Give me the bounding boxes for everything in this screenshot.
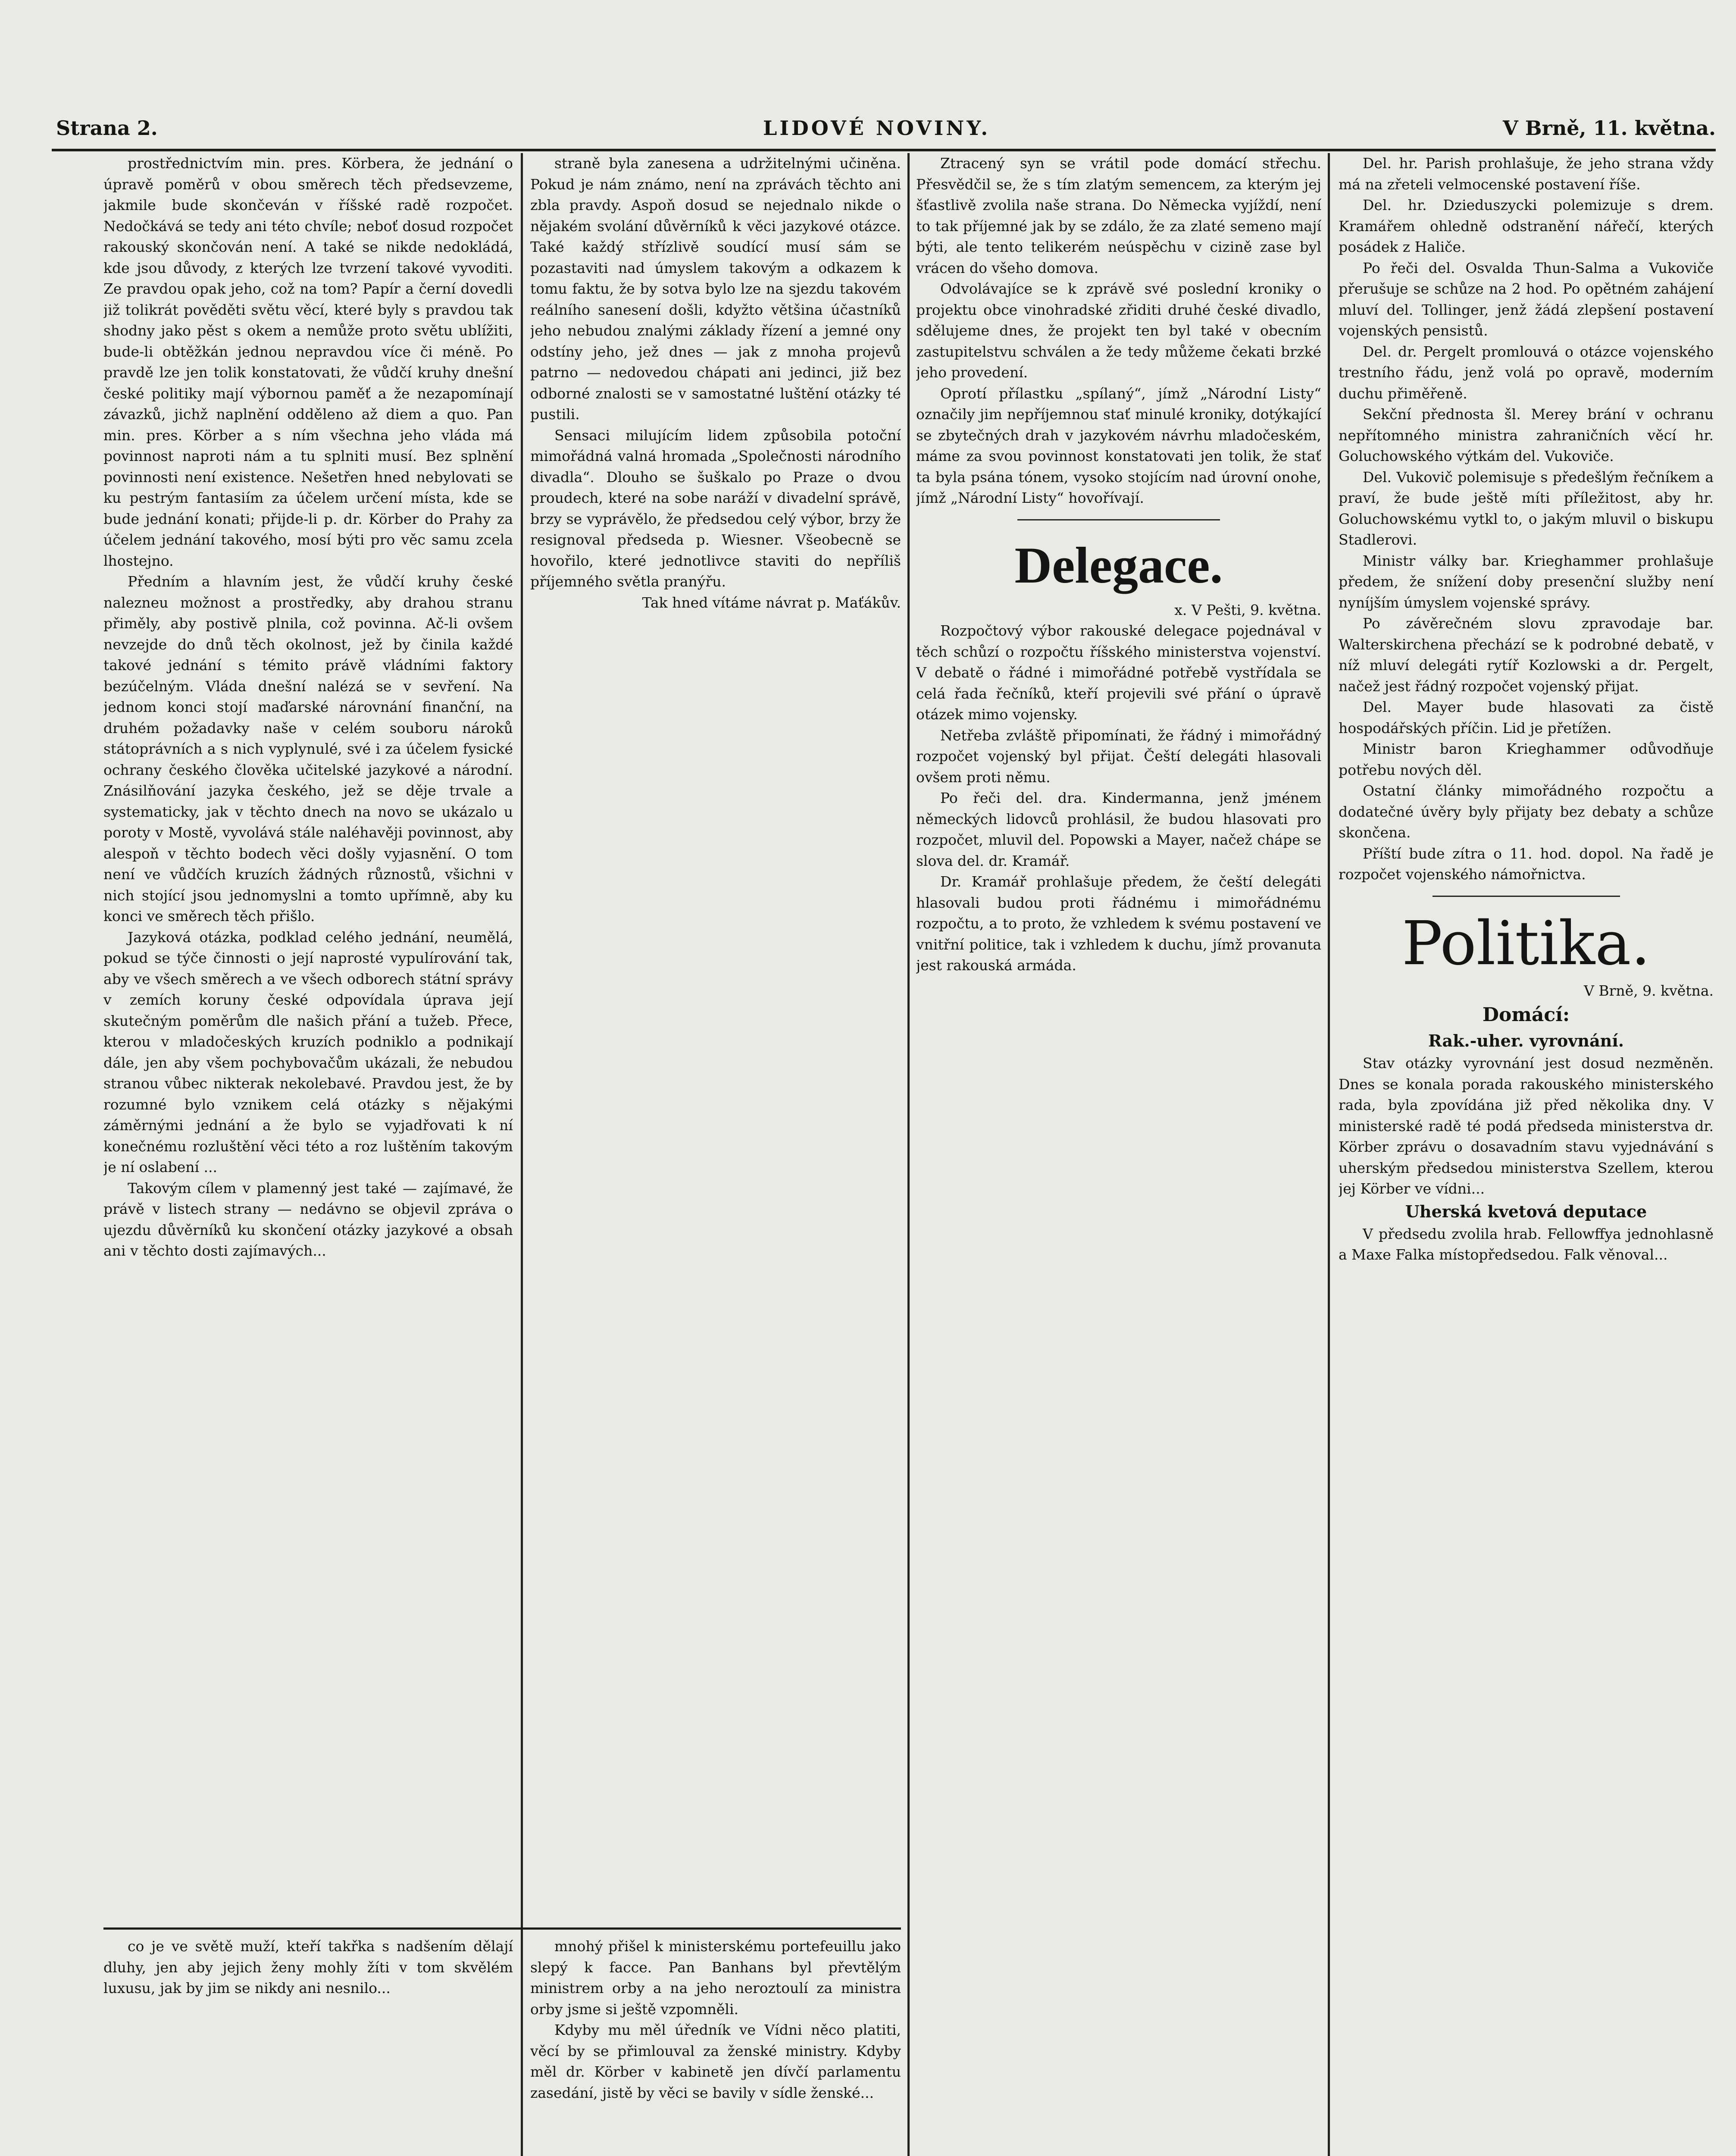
column-rule xyxy=(907,153,910,2156)
column-3 xyxy=(916,153,1321,2156)
article-paragraph: V předsedu zvolila hrab. Fellowffya jednohlasně a Maxe Falka místopředsedou. Falk věnoval... xyxy=(1339,1225,1714,1263)
article-paragraph: co je ve světě muží, kteří takřka s nadšením dělají dluhy, jen aby jejich ženy mohly žíti v tom skvělém luxusu, jak by jim se nikdy ani nesnilo... xyxy=(103,1938,513,1996)
issue-date: V Brně, 11. května. xyxy=(1503,116,1716,140)
article-paragraph: Odvolávajíce se k zprávě své poslední kroniky o projektu obce vinohradské zřiditi druhé české divadlo, sdělujeme dnes, že projekt ten byl také v obecním zastupitelstvu schválen a že tedy můžeme čekati brzké jeho provedení. xyxy=(916,280,1321,381)
article-paragraph: Předním a hlavním jest, že vůdčí kruhy české nalezneu možnost a prostředky, aby drahou stranu přiměly, aby postivě plnila, což povinna. Ač-li ovšem nevzejde do dnů těch okolnost, jež by činila každé takové jednání s témito právě vládními faktory bezúčelným. Vláda dnešní nalézá se v sevření. Na jednom konci stojí maďarské nárovnání finanční, na druhém požadavky naše v celém souboru nároků státoprávních a s nich vyplynulé, své i za účelem fysické ochrany českého člověka učitelské jazykové a národní. Znásilňování jazyka českého, jež se děje trvale a systematicky, jak v těchto dnech na novo se ukázalo u poroty v Mostě, vyvolává stále naléhavěji povinnost, aby alespoň v těchto bodech věci došly vyjasnění. O tom není ve vůdčích kruzích žádných různostů, všichni v nich stojící jsou jednomyslni a tomto upřímně, aby ku konci ve směrech těch přišlo. xyxy=(103,573,513,924)
article-paragraph: Příští bude zítra o 11. hod. dopol. Na řadě je rozpočet vojenského námořnictva. xyxy=(1339,845,1714,883)
column-1-upper xyxy=(103,153,513,1921)
section-heading-delegace: Delegace. xyxy=(1014,536,1223,594)
article-paragraph: Takovým cílem v plamenný jest také — zajímavé, že právě v listech strany — nedávno se objevil zpráva o ujezdu důvěrníků ku skončení otázky jazykové a obsah ani v těchto dosti zajímavých... xyxy=(103,1179,513,1259)
article-paragraph: Del. Vukovič polemisuje s předešlým řečníkem a praví, že bude ještě míti příležitost, aby hr. Goluchowskému vytkl to, o jakým mluvil o biskupu Stadlerovi. xyxy=(1339,468,1714,548)
article-paragraph: prostřednictvím min. pres. Körbera, že jednání o úpravě poměrů v obou směrech těch předsevzeme, jakmile bude skončeván v říšské radě rozpočet. Nedočkává se tedy ani této chvíle; neboť dosud rozpočet rakouský skončován není. A také se nikde nedokládá, kde jsou důvody, z kterých lze tvrzení takové vyvoditi. Ze pravdou opak jeho, což na tom? Papír a černí dovedli již tolikrát pověděti světu věcí, které byly s pravdou tak shodny jako pěst s okem a nemůže proto světu ublížiti, bude-li obtěžkán jednou nepravdou více či méně. Po pravdě lze jen tolik konstatovati, že vůdčí kruhy dnešní české politiky mají výbornou paměť a že nezapomínají závazků, jichž naplnění odděleno až diem a quo. Pan min. pres. Körber a s ním všechna jeho vláda má povinnost naproti nám a tu splniti musí. Bez splnění povinnosti není existence. Nešetřen hned nebylovati se ku pestrým fantasiím za účelem určení místa, kde se bude jednání konati; přijde-li p. dr. Körber do Prahy za účelem jednání takového, mosí býti pro věc samu zcela lhostejno. xyxy=(103,155,513,569)
article-paragraph: Po řeči del. Osvalda Thun-Salma a Vukoviče přerušuje se schůze na 2 hod. Po opětném zahájení mluví del. Tollinger, jenž žádá zlepšení postavení vojenských pensistů. xyxy=(1339,259,1714,339)
column-2-lower xyxy=(530,1936,901,2156)
article-paragraph: Del. Mayer bude hlasovati za čistě hospodářských příčin. Lid je přetížen. xyxy=(1339,699,1714,736)
dateline: x. V Pešti, 9. května. xyxy=(1174,601,1321,618)
subheading-deputace: Uherská kvetová deputace xyxy=(1405,1201,1647,1221)
masthead-rule xyxy=(52,149,1716,151)
masthead xyxy=(52,108,1716,147)
article-paragraph: Sekční přednosta šl. Merey brání v ochranu nepřítomného ministra zahraničních věcí hr. Goluchowského výtkám del. Vukoviče. xyxy=(1339,406,1714,464)
column-rule xyxy=(521,153,523,2156)
subheading-domaci: Domácí: xyxy=(1482,1004,1570,1026)
article-paragraph: Po řeči del. dra. Kindermanna, jenž jménem německých lidovců prohlásil, že budou hlasovati pro rozpočet, mluvil del. Popowski a Mayer, načež chápe se slova del. dr. Kramář. xyxy=(916,790,1321,869)
article-paragraph: Stav otázky vyrovnání jest dosud nezměněn. Dnes se konala porada rakouského ministerského rada, byla zpovídána již před několika dny. V ministerské radě té podá předseda ministerstva dr. Körber zprávu o dosavadním stavu vyjednávání s uherským předsedou ministerstva Szellem, kterou jej Körber ve vídni... xyxy=(1339,1055,1714,1197)
article-paragraph: Del. hr. Parish prohlašuje, že jeho strana vždy má na zřeteli velmocenské postavení říše. xyxy=(1339,155,1714,193)
dateline: V Brně, 9. května. xyxy=(1584,982,1714,999)
article-paragraph: Kdyby mu měl úředník ve Vídni něco platiti, věcí by se přimlouval za ženské ministry. Kdyby měl dr. Körber v kabinetě jen dívčí parlamentu zasedání, jistě by věci se bavily v sídle ženské... xyxy=(530,2021,901,2101)
section-divider xyxy=(1433,896,1620,897)
page-number: Strana 2. xyxy=(56,116,158,140)
newspaper-title: LIDOVÉ NOVINY. xyxy=(763,116,991,140)
article-paragraph: Oprotí přílastku „spílaný“, jímž „Národní Listy“ označily jim nepříjemnou stať minulé kroniky, dotýkající se zbytečných drah v jazykovém návrhu mladočeském, máme za svou povinnost konstatovati jen tolik, že stať ta byla psána tónem, vysoko stojícím nad úrovní onohe, jímž „Národní Listy“ hovořívají. xyxy=(916,385,1321,506)
article-paragraph: Jazyková otázka, podklad celého jednání, neumělá, pokud se týče činnosti o její naprosté vypulírování tak, aby ve všech směrech a ve všech odborech státní správy v zemích koruny české odpovídala úprava její skutečným poměrům dle našich přání a tužeb. Přece, kterou v mladočeských kruzích podniklo a podnikají dále, jen aby všem pochybovačům ukázali, že nebudou stranou vůbec nikterak nekolebavé. Pravdou jest, že by rozumné bylo vznikem celá otázky s nějakými záměrnými jednání a že bylo se vyjadřovati k ní konečnému rozluštění věci této a roz luštěním takovým je ní oslabení ... xyxy=(103,928,513,1175)
article-paragraph: Del. hr. Dzieduszycki polemizuje s drem. Kramářem ohledně odstranění nářečí, kterých posádek z Haliče. xyxy=(1339,197,1714,255)
article-paragraph: Ostatní články mimořádného rozpočtu a dodatečné úvěry byly přijaty bez debaty a schůze skončena. xyxy=(1339,782,1714,841)
article-paragraph: Po závěrečném slovu zpravodaje bar. Walterskirchena přechází se k podrobné debatě, v níž mluví delegáti rytíř Kozlowski a dr. Pergelt, načež jest řádný rozpočet vojenský přijat. xyxy=(1339,615,1714,695)
column-rule xyxy=(1328,153,1330,2156)
article-paragraph: Ztracený syn se vrátil pode domácí střechu. Přesvědčil se, že s tím zlatým semencem, za kterým jej šťastlivě zvolila naše strana. Do Německa vyjíždí, není to tak příjemné jak by se zdálo, že za zlaté semeno mají býti, ale tento telikerém neúspěchu v cizině zase byl vrácen do všeho domova. xyxy=(916,155,1321,276)
article-paragraph: Rozpočtový výbor rakouské delegace pojednával v těch schůzí o rozpočtu říšského ministerstva vojenství. V debatě o řádné i mimořádné potřebě vystřídala se celá řada řečníků, kteří projevili své přání o úpravě otázek mimo vojensky. xyxy=(916,622,1321,723)
article-paragraph: mnohý přišel k ministerskému portefeuillu jako slepý k facce. Pan Banhans byl převtělým ministrem orby a na jeho neroztoulí za ministra orby jsme si ještě vzpomněli. xyxy=(530,1938,901,2018)
subheading-vyrovnani: Rak.-uher. vyrovnání. xyxy=(1428,1031,1624,1050)
section-heading-politika: Politika. xyxy=(1401,908,1651,979)
article-paragraph: Tak hned vítáme návrat p. Maťákův. xyxy=(642,594,901,611)
article-paragraph: Ministr baron Krieghammer odůvodňuje potřebu nových děl. xyxy=(1339,740,1714,778)
column-2-upper xyxy=(530,153,901,1921)
article-paragraph: Netřeba zvláště připomínati, že řádný i mimořádný rozpočet vojenský byl přijat. Čeští delegáti hlasovali ovšem proti němu. xyxy=(916,727,1321,786)
article-paragraph: Sensaci milujícím lidem způsobila potoční mimořádná valná hromada „Společnosti národního divadla“. Dlouho se šuškalo po Praze o dvou proudech, které na sobe naráží v divadelní správě, brzy se vyprávělo, že předsedou celý výbor, brzy že resignoval předseda p. Wiesner. Všeobecně se hovořilo, které jednotlivce staviti do nepříliš příjemného světla pranýřu. xyxy=(530,426,901,590)
feuilleton-rule xyxy=(103,1927,901,1930)
article-paragraph: straně byla zanesena a udržitelnými učiněna. Pokud je nám známo, není na zprávách těchto ani zbla pravdy. Aspoň dosud se nejednalo nikde o nějakém svolání důvěrníků k věci jazykové otázce. Také každý střízlivě soudící musí sám se pozastaviti nad úmyslem takovým a odkazem k tomu faktu, že by sotva bylo lze na sjezdu takovém reálního sanesení došli, kdyžto většina účastníků jeho nebudou znalými základy řízení a jemné ony odstíny jeho, jež dnes — jak z mnoha projevů patrno — nedovedou chápati ani jedinci, již bez odborné znalosti se v samostatné luštění otázky té pustili. xyxy=(530,155,901,423)
column-1-lower xyxy=(103,1936,513,2156)
article-paragraph: Dr. Kramář prohlašuje předem, že čeští delegáti hlasovali budou proti řádnému i mimořádnému rozpočtu, a to proto, že vzhledem k svému postavení ve vnitřní politice, tak i vzhledem k duchu, jímž provanuta jest rakouská armáda. xyxy=(916,873,1321,974)
article-paragraph: Ministr války bar. Krieghammer prohlašuje předem, že snížení doby presenční služby není nyníjším úmyslem vojenské správy. xyxy=(1339,552,1714,611)
section-divider xyxy=(1017,519,1220,520)
article-paragraph: Del. dr. Pergelt promlouvá o otázce vojenského trestního řádu, jenž volá po opravě, moderním duchu přiměřeně. xyxy=(1339,343,1714,402)
column-4 xyxy=(1339,153,1714,2156)
